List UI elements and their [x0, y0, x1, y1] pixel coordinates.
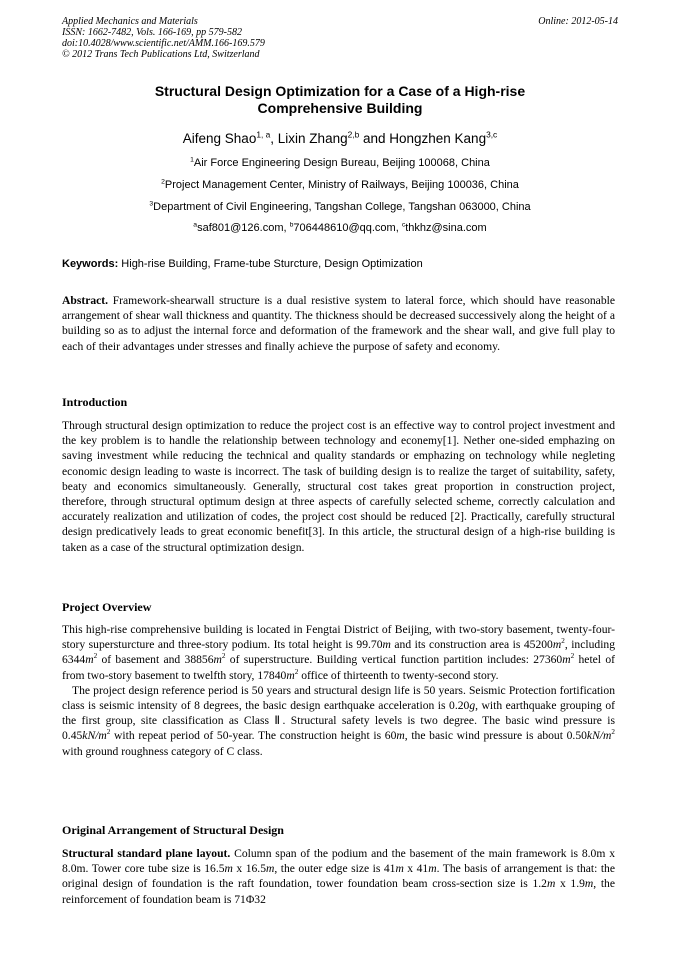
unit: m [552, 638, 562, 652]
copyright-line: © 2012 Trans Tech Publications Ltd, Switzerland [62, 49, 260, 60]
text-run: with repeat period of 50-year. The construction height is 60 [110, 729, 397, 743]
online-date: Online: 2012-05-14 [538, 16, 618, 27]
affiliation-sup: 1 [190, 156, 194, 164]
abstract-label: Abstract. [62, 294, 109, 307]
text-run: x 1.9 [555, 877, 585, 891]
unit-sup: 2 [221, 652, 226, 661]
text-run: , the outer edge size is 41 [274, 862, 396, 876]
section-heading-introduction: Introduction [62, 395, 128, 409]
text-run: , the basic wind pressure is about 0.50 [404, 729, 587, 743]
unit: m [395, 862, 404, 876]
author-name: Hongzhen Kang [389, 131, 487, 146]
text-run: hetel of from two-story basement to twelfth story, 17840 [62, 653, 615, 682]
unit: m [428, 862, 437, 876]
author-name: Lixin Zhang [277, 131, 348, 146]
text-run: x 16.5 [232, 862, 266, 876]
author-sep: and [359, 131, 390, 146]
affiliation-1 [62, 157, 618, 170]
author-name: Aifeng Shao [182, 131, 257, 146]
unit: m [546, 877, 556, 891]
unit: m [213, 653, 222, 667]
keywords [62, 258, 618, 271]
affiliation-sup: 2 [161, 178, 165, 186]
introduction-text: Through structural design optimization to reduce the project cost is an effective way to control project investment and the key problem is to handle the relationship between technology and econemy[1]. Nether one-sided emphazing on saving investment while reducing the technical and quality standards or emphazing on technology while negleting economic design leading to waste is incorrect. The task of building design is to realize the target of suitability, safety, beaty and economics simultaneously. Generally, structural cost takes great proportion in construction project, therefore, through structural optimum design at three aspects of carefully selected scheme, correctly calculation and accurately realization and utilization of codes, the project cost should be reduced [2]. Practically, carefully structural design predicatively leads to great economic benefit[3]. In this article, the structural design of a high-rise building is taken as a case of the structural optimization design. [62, 419, 615, 554]
email-link[interactable]: thkhz@sina.com [405, 222, 487, 234]
unit: g [469, 699, 476, 713]
author-sup: 1, a [256, 129, 271, 140]
author-sup: 3,c [486, 129, 498, 140]
section-heading-original-arrangement: Original Arrangement of Structural Design [62, 823, 284, 837]
author-sep: , [270, 131, 278, 146]
affiliation-2 [62, 179, 618, 192]
email-sup: b [289, 221, 294, 229]
author-list [62, 131, 618, 147]
email-line [62, 222, 618, 235]
text-run: with ground roughness category of C class. [62, 744, 263, 758]
unit: m [584, 877, 594, 891]
unit-sup: 2 [570, 652, 575, 661]
text-run: , with earthquake grouping of the first group, site classification as Class Ⅱ. Structural safety levels is two degree. The basic wind pressure is 0.45 [62, 699, 615, 743]
email-sup: a [193, 221, 198, 229]
paragraph-label: Structural standard plane layout. [62, 847, 231, 860]
original-arrangement-text [62, 846, 615, 907]
abstract-text: Framework-shearwall structure is a dual resistive system to lateral force, which should have reasonable arrangement of shear wall thickness and quantity. The thickness should be decreased successively along the height of a building so as to adjust the internal force and deformation of the framework and the shear wall, and give full play to each of their advantages under stresses and finally achieve the purpose of safety and economy. [62, 294, 615, 353]
affiliation-3 [62, 201, 618, 214]
email-sup: c [401, 221, 406, 229]
unit-sup: 2 [294, 667, 299, 676]
text-run: and its construction area is 45200 [390, 638, 553, 652]
unit: kN/m [82, 729, 107, 743]
text-run: of basement and 38856 [97, 653, 214, 667]
journal-header [62, 16, 618, 60]
text-run: , including 6344 [62, 638, 616, 667]
text-run: This high-rise comprehensive building is located in Fengtai District of Beijing, with two-story basement, twenty-four-story supersturcture and three-story podium. Its total height is 99.70 [62, 623, 615, 652]
email-link[interactable]: saf801@126.com, [197, 222, 290, 234]
unit: m [266, 862, 275, 876]
text-run: Column span of the podium and the basement of the main framework is 8.0m x 8.0m. Tower core tube size is 16.5 [62, 847, 615, 876]
text-run: x 41 [403, 862, 429, 876]
abstract [62, 293, 615, 354]
overview-paragraph-1 [62, 622, 615, 759]
title-line-2: Comprehensive Building [257, 100, 423, 116]
affiliation-text: Department of Civil Engineering, Tangshan College, Tangshan 063000, China [153, 201, 531, 213]
author-sup: 2,b [347, 129, 360, 140]
unit: m [224, 862, 233, 876]
unit: m [85, 653, 94, 667]
paper-title [62, 83, 618, 117]
keywords-text: High-rise Building, Frame-tube Sturcture, Design Optimization [118, 258, 423, 270]
text-run: of superstructure. Building vertical function partition includes: 27360 [225, 653, 563, 667]
affiliation-sup: 3 [149, 200, 154, 208]
unit: kN/m [586, 729, 612, 743]
keywords-label: Keywords: [62, 258, 119, 270]
affiliation-text: Air Force Engineering Design Bureau, Beijing 100068, China [193, 157, 490, 169]
email-link[interactable]: 706448610@qq.com, [293, 222, 402, 234]
unit: m [396, 729, 405, 743]
text-run: The project design reference period is 50 years and structural design life is 50 years. Seismic Protection fortification class is seismic intensity of 8 degrees, the basic design earthquake acceleration is 0.20 [62, 683, 615, 713]
unit-sup: 2 [93, 652, 98, 661]
issn-line: ISSN: 1662-7482, Vols. 166-169, pp 579-582 [62, 27, 242, 38]
unit-sup: 2 [106, 728, 111, 737]
doi-line: doi:10.4028/www.scientific.net/AMM.166-169.579 [62, 38, 265, 49]
affiliation-text: Project Management Center, Ministry of Railways, Beijing 100036, China [164, 179, 519, 191]
unit-sup: 2 [561, 637, 565, 646]
text-run: , the reinforcement of foundation beam is 71Φ32 [62, 877, 615, 906]
unit: m [382, 638, 391, 652]
unit-sup: 2 [611, 728, 615, 737]
journal-name: Applied Mechanics and Materials [62, 16, 198, 27]
text-run: . The basis of arrangement is that: the original design of foundation is the raft foundation, tower foundation beam cross-section size is 1.2 [62, 862, 615, 891]
title-line-1: Structural Design Optimization for a Case of a High-rise [154, 83, 526, 99]
unit: m [286, 668, 295, 682]
unit: m [562, 653, 571, 667]
section-heading-overview: Project Overview [62, 600, 152, 614]
text-run: office of thirteenth to twenty-second story. [298, 668, 499, 682]
